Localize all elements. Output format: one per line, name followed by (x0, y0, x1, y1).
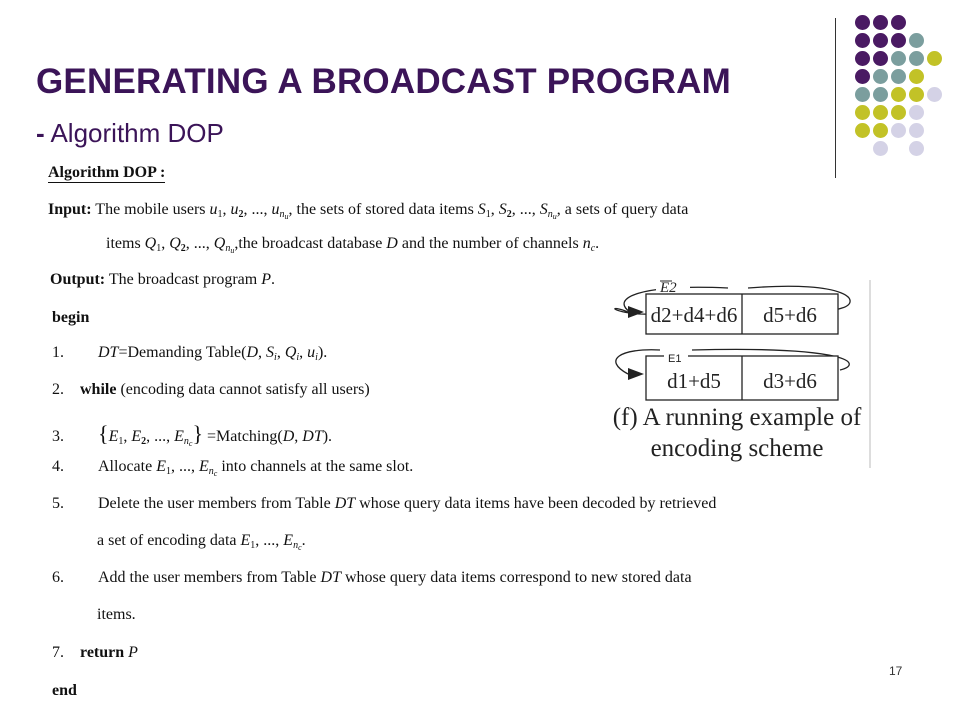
dot (909, 51, 924, 66)
step-number: 6. (52, 569, 64, 586)
dot (873, 33, 888, 48)
dot (855, 15, 870, 30)
step-text: Delete the user members from Table (98, 495, 331, 512)
subtitle-dash: - (36, 118, 45, 148)
input-text: the broadcast database (238, 235, 383, 252)
bottom-label: E1 (668, 353, 682, 365)
dot (855, 123, 870, 138)
algorithm-header-row (48, 164, 165, 182)
input-label: Input: (48, 201, 92, 218)
dot (873, 15, 888, 30)
output-text: The broadcast program (108, 271, 258, 288)
step-text: whose query data items correspond to new stored data (344, 569, 692, 586)
dot (909, 105, 924, 120)
dot (873, 87, 888, 102)
dot (855, 51, 870, 66)
return-keyword: return (80, 644, 125, 661)
dot (873, 123, 888, 138)
subtitle-text: Algorithm DOP (50, 118, 224, 148)
dot (927, 87, 942, 102)
dot (855, 87, 870, 102)
input-text: items (106, 235, 141, 252)
input-text: the sets of stored data items (296, 201, 474, 218)
end-keyword: end (52, 682, 77, 699)
dot (855, 33, 870, 48)
bottom-cell-1: d1+d5 (667, 369, 721, 393)
input-text: and the number of channels (401, 235, 579, 252)
step-text: items. (97, 606, 136, 623)
step-number: 1. (52, 344, 64, 361)
dot (927, 51, 942, 66)
step-text: Add the user members from Table (98, 569, 317, 586)
dot (909, 87, 924, 102)
input-text: The mobile users (95, 201, 206, 218)
dot (873, 51, 888, 66)
dot (891, 69, 906, 84)
input-line-1: Input: The mobile users $u_1$, $u_2$, ..., $u_{n_u}$, the sets of stored data items $S_1$, $S_2$, ..., $S_{n_u}$, a sets of query data (48, 201, 689, 221)
dot (891, 51, 906, 66)
arrow-head-icon (628, 306, 644, 318)
top-cell-2: d5+d6 (763, 303, 817, 327)
step-1: 1. DT=Demanding Table(D, $S_i$, $Q_i$, $u_i$). (52, 344, 328, 363)
slide-title: GENERATING A BROADCAST PROGRAM (36, 62, 731, 101)
begin-keyword: begin (52, 309, 90, 326)
algorithm-header: Algorithm DOP : (48, 164, 166, 181)
step-number: 3. (52, 428, 64, 445)
arrow-head-icon (628, 368, 644, 380)
step-2 (52, 381, 370, 399)
figure-caption-line-1: (f) A running example of (612, 404, 862, 431)
page-number: 17 (889, 664, 903, 678)
step-5-continued: a set of encoding data $E_1$, ..., $E_{n_c}$. (97, 532, 306, 552)
while-keyword: while (80, 381, 117, 398)
dot (909, 69, 924, 84)
dot (855, 105, 870, 120)
dot (873, 69, 888, 84)
step-text: =Demanding Table( (118, 344, 247, 361)
dot (909, 33, 924, 48)
end-line (52, 682, 77, 700)
dot (891, 105, 906, 120)
output-line: Output: The broadcast program P. (50, 271, 276, 288)
step-3: 3. {$E_1$, $E_2$, ..., $E_{n_c}$} =Matching(D, DT). (52, 421, 333, 448)
step-number: 2. (52, 381, 64, 398)
step-6: 6. Add the user members from Table DT whose query data items correspond to new stored data (52, 569, 692, 586)
dot (891, 15, 906, 30)
dot (891, 33, 906, 48)
step-text: into channels at the same slot. (221, 458, 414, 475)
output-label: Output: (50, 271, 106, 288)
top-label: E2 (660, 280, 677, 296)
step-text: a set of encoding data (97, 532, 237, 549)
step-number: 7. (52, 644, 64, 661)
dot (909, 123, 924, 138)
step-number: 4. (52, 458, 64, 475)
dot (873, 141, 888, 156)
dot (891, 123, 906, 138)
figure-caption (606, 402, 868, 464)
step-text: whose query data items have been decoded by retrieved (359, 495, 717, 512)
bottom-cell-2: d3+d6 (763, 369, 817, 393)
slide-subtitle (36, 118, 224, 149)
dot (909, 141, 924, 156)
dot (891, 87, 906, 102)
input-text: a sets of query data (564, 201, 689, 218)
step-5: 5. Delete the user members from Table DT whose query data items have been decoded by retrieved (52, 495, 717, 512)
step-text: =Matching( (207, 428, 283, 445)
begin-line (52, 309, 89, 327)
step-text: (encoding data cannot satisfy all users) (120, 381, 370, 398)
step-text: Allocate (98, 458, 153, 475)
input-line-2: items $Q_1$, $Q_2$, ..., $Q_{n_u},the$ broadcast database D and the number of channels $n_c$. (106, 235, 600, 255)
dot (873, 105, 888, 120)
figure-caption-line-2: encoding scheme (650, 435, 824, 462)
step-4: 4. Allocate $E_1$, ..., $E_{n_c}$ into channels at the same slot. (52, 458, 414, 478)
dot (855, 69, 870, 84)
step-6-continued (97, 606, 136, 624)
step-number: 5. (52, 495, 64, 512)
top-cell-1: d2+d4+d6 (650, 303, 738, 327)
decorative-divider-line (835, 18, 836, 178)
step-7: 7. return P (52, 644, 138, 661)
